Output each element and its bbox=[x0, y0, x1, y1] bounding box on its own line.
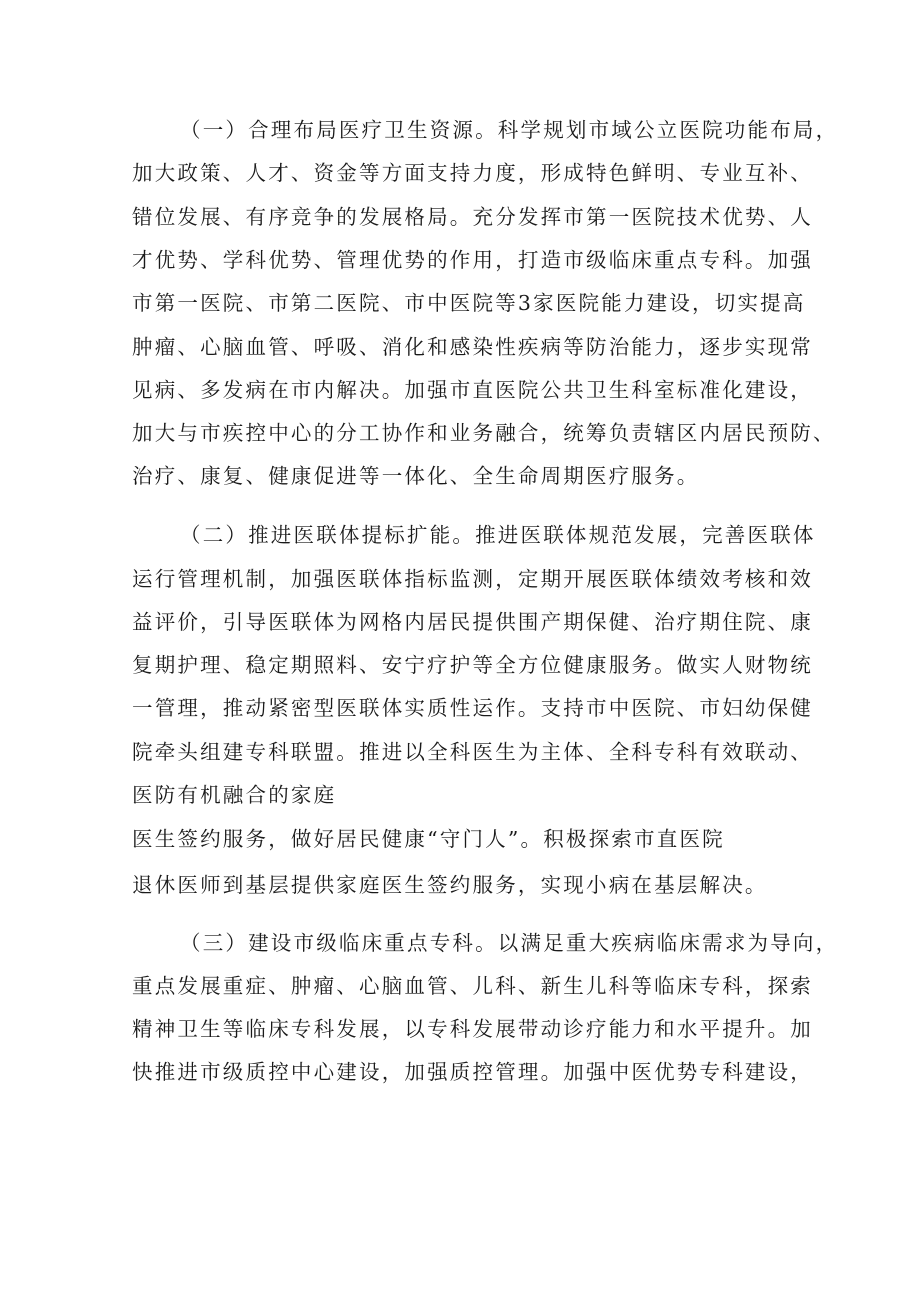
paragraph-heading-line: （一）合理布局医疗卫生资源。科学规划市域公立医院功能布局， bbox=[180, 118, 839, 142]
paragraph-line: 错位发展、有序竞争的发展格局。充分发挥市第一医院技术优势、人 bbox=[132, 205, 813, 229]
paragraph-line: 重点发展重症、肿瘤、心脑血管、儿科、新生儿科等临床专科，探索 bbox=[132, 974, 813, 998]
paragraph-line: 医生签约服务，做好居民健康“守门人”。积极探索市直医院 bbox=[132, 827, 725, 851]
paragraph-line: 快推进市级质控中心建设，加强质控管理。加强中医优势专科建设， bbox=[132, 1060, 813, 1084]
paragraph-line: 见病、多发病在市内解决。加强市直医院公共卫生科室标准化建设， bbox=[132, 378, 813, 402]
paragraph-line: 医防有机融合的家庭 bbox=[132, 783, 337, 807]
paragraph-line: 加大与市疾控中心的分工协作和业务融合，统筹负责辖区内居民预防、 bbox=[132, 421, 836, 445]
paragraph-heading-line: （三）建设市级临床重点专科。以满足重大疾病临床需求为导向， bbox=[180, 931, 839, 955]
paragraph-line: 退休医师到基层提供家庭医生签约服务，实现小病在基层解决。 bbox=[132, 873, 768, 897]
paragraph-line: 一管理，推动紧密型医联体实质性运作。支持市中医院、市妇幼保健 bbox=[132, 696, 813, 720]
paragraph-line: 精神卫生等临床专科发展，以专科发展带动诊疗能力和水平提升。加 bbox=[132, 1017, 813, 1041]
paragraph-line: 肿瘤、心脑血管、呼吸、消化和感染性疾病等防治能力，逐步实现常 bbox=[132, 335, 813, 359]
paragraph-line: 院牵头组建专科联盟。推进以全科医生为主体、全科专科有效联动、 bbox=[132, 740, 813, 764]
paragraph-line: 加大政策、人才、资金等方面支持力度，形成特色鲜明、专业互补、 bbox=[132, 161, 813, 185]
paragraph-line: 运行管理机制，加强医联体指标监测，定期开展医联体绩效考核和效 bbox=[132, 567, 813, 591]
paragraph-line: 才优势、学科优势、管理优势的作用，打造市级临床重点专科。加强 bbox=[132, 248, 813, 272]
paragraph-line: 复期护理、稳定期照料、安宁疗护等全方位健康服务。做实人财物统 bbox=[132, 653, 813, 677]
paragraph-line: 市第一医院、市第二医院、市中医院等3家医院能力建设，切实提高 bbox=[132, 291, 806, 315]
paragraph-heading-line: （二）推进医联体提标扩能。推进医联体规范发展，完善医联体 bbox=[180, 523, 816, 547]
paragraph-line: 益评价，引导医联体为网格内居民提供围产期保健、治疗期住院、康 bbox=[132, 610, 813, 634]
paragraph-line: 治疗、康复、健康促进等一体化、全生命周期医疗服务。 bbox=[132, 464, 700, 488]
